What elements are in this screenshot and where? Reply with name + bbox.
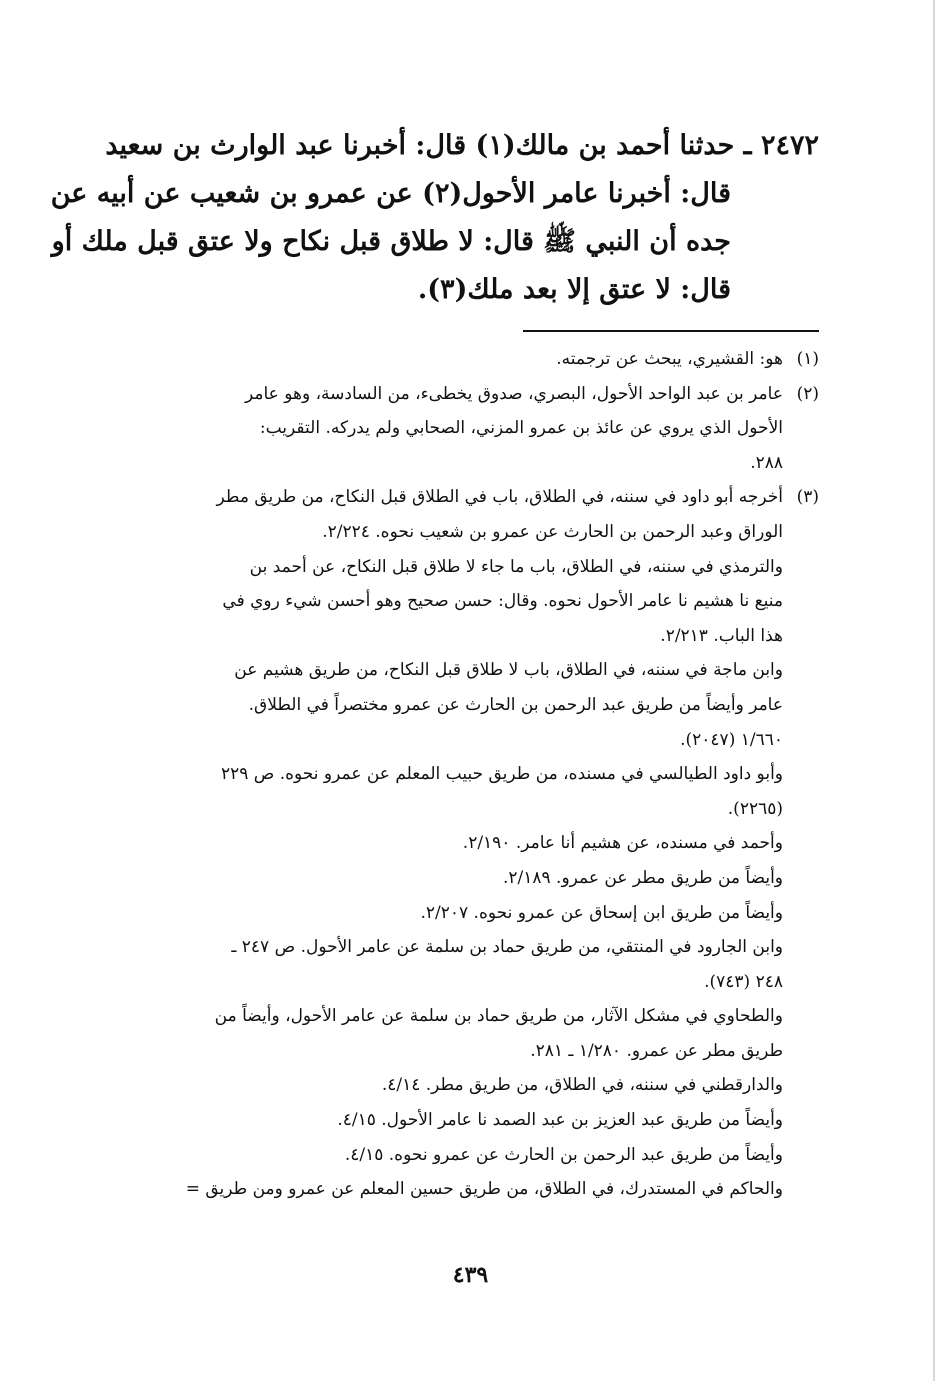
footnote-text: الأحول الذي يروي عن عائذ بن عمرو المزني، الصحابي ولم يدركه. التقريب:	[259, 418, 783, 439]
footnote-text: طريق مطر عن عمرو. ١/٢٨٠ ـ ٢٨١.	[530, 1040, 783, 1061]
page-edge-shadow	[933, 0, 935, 1381]
footnote-number: (٢)	[796, 383, 819, 404]
hadith-line-4: قال: لا عتق إلا بعد ملك(٣).	[417, 274, 731, 305]
footnote-text: وأيضاً من طريق عبد العزيز بن عبد الصمد نا عامر الأحول. ٤/١٥.	[337, 1110, 783, 1131]
footnote-text: وأيضاً من طريق مطر عن عمرو. ٢/١٨٩.	[502, 867, 783, 888]
page-number: ٤٣٩	[452, 1262, 489, 1288]
footnote-text: عامر بن عبد الواحد الأحول، البصري، صدوق يخطىء، من السادسة، وهو عامر	[245, 383, 783, 404]
hadith-line-1: ٢٤٧٢ ـ حدثنا أحمد بن مالك(١) قال: أخبرنا عبد الوارث بن سعيد	[105, 130, 819, 161]
footnote-text: وأبو داود الطيالسي في مسنده، من طريق حبيب المعلم عن عمرو نحوه. ص ٢٢٩	[220, 764, 783, 785]
footnote-number: (١)	[796, 349, 819, 369]
hadith-text	[50, 122, 819, 314]
footnote-text: ١/٦٦٠ (٢٠٤٧).	[680, 729, 783, 750]
footnote-text: والدارقطني في سننه، في الطلاق، من طريق مطر. ٤/١٤.	[381, 1075, 783, 1096]
footnote-text: وأيضاً من طريق ابن إسحاق عن عمرو نحوه. ٢/٢٠٧.	[420, 902, 783, 923]
footnotes	[119, 342, 819, 1207]
footnote-text: وأيضاً من طريق عبد الرحمن بن الحارث عن عمرو نحوه. ٤/١٥.	[344, 1144, 783, 1165]
hadith-line-3: جده أن النبي ﷺ قال: لا طلاق قبل نكاح ولا عتق قبل ملك أو	[51, 226, 731, 257]
footnote-text: عامر وأيضاً من طريق عبد الرحمن بن الحارث عن عمرو مختصراً في الطلاق.	[248, 694, 783, 715]
footnote-3	[119, 480, 819, 515]
footnote-text: وابن الجارود في المنتقي، من طريق حماد بن سلمة عن عامر الأحول. ص ٢٤٧ ـ	[231, 937, 783, 958]
footnote-text: هذا الباب. ٢/٢١٣.	[660, 625, 783, 646]
footnote-text: أخرجه أبو داود في سننه، في الطلاق، باب في الطلاق قبل النكاح، من طريق مطر	[216, 487, 783, 508]
footnote-1	[119, 342, 819, 377]
footnote-divider	[523, 330, 819, 332]
footnote-2	[119, 377, 819, 412]
footnote-text: وأحمد في مسنده، عن هشيم أنا عامر. ٢/١٩٠.	[462, 833, 783, 854]
footnote-text: والترمذي في سننه، في الطلاق، باب ما جاء لا طلاق قبل النكاح، عن أحمد بن	[249, 556, 783, 577]
footnote-text: الوراق وعبد الرحمن بن الحارث عن عمرو بن شعيب نحوه. ٢/٢٢٤.	[322, 521, 783, 542]
footnote-text: هو: القشيري، يبحث عن ترجمته.	[556, 349, 783, 369]
hadith-line-2: قال: أخبرنا عامر الأحول(٢) عن عمرو بن شعيب عن أبيه عن	[50, 178, 731, 209]
footnote-text: منيع نا هشيم نا عامر الأحول نحوه. وقال: حسن صحيح وهو أحسن شيء روي في	[222, 591, 783, 612]
footnote-text: والحاكم في المستدرك، في الطلاق، من طريق حسين المعلم عن عمرو ومن طريق =	[185, 1179, 783, 1200]
footnote-text: ٢٤٨ (٧٤٣).	[704, 971, 783, 992]
footnote-number: (٣)	[796, 487, 819, 508]
footnote-text: ٢٨٨.	[750, 452, 783, 473]
footnote-text: (٢٢٦٥).	[727, 798, 783, 819]
footnote-text: والطحاوي في مشكل الآثار، من طريق حماد بن سلمة عن عامر الأحول، وأيضاً من	[214, 1006, 783, 1027]
footnote-text: وابن ماجة في سننه، في الطلاق، باب لا طلاق قبل النكاح، من طريق هشيم عن	[234, 660, 783, 681]
